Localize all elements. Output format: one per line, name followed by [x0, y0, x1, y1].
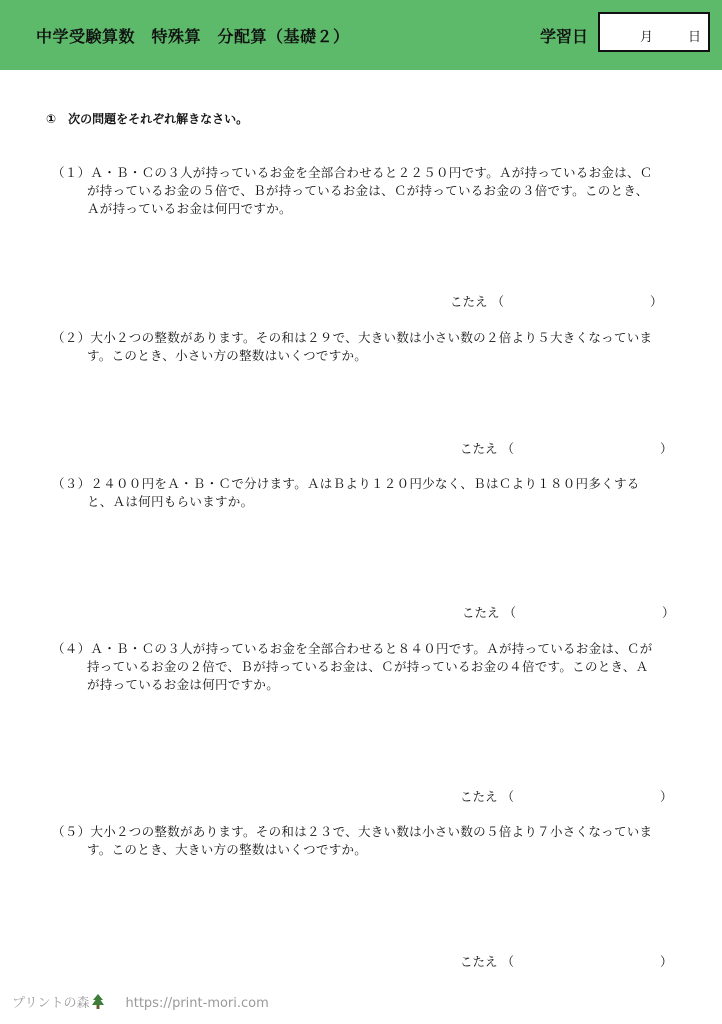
- question-line: が持っているお金の５倍で、Ｂが持っているお金は、Ｃが持っているお金の３倍です。このとき、: [87, 183, 649, 198]
- study-date-box[interactable]: [598, 12, 710, 52]
- question-line: （５）大小２つの整数があります。その和は２３で、大きい数は小さい数の５倍より７小さくなっていま: [52, 824, 653, 839]
- question-line: （２）大小２つの整数があります。その和は２９で、大きい数は小さい数の２倍より５大きくなっていま: [52, 330, 653, 345]
- tree-icon: [91, 994, 105, 1014]
- question-line: す。このとき、小さい方の整数はいくつですか。: [87, 348, 368, 363]
- section-title: ① 次の問題をそれぞれ解きなさい。: [46, 112, 249, 126]
- month-label: 月: [640, 30, 654, 45]
- answer-paren-open: （: [501, 954, 515, 969]
- question-3: [52, 475, 682, 511]
- question-line: （１）Ａ・Ｂ・Ｃの３人が持っているお金を全部合わせると２２５０円です。Ａが持っているお金は、Ｃ: [52, 165, 653, 180]
- site-url-link[interactable]: https://print-mori.com: [125, 996, 269, 1011]
- study-date-label: 学習日: [540, 27, 589, 46]
- question-number: （２）: [52, 330, 91, 345]
- question-4: [52, 640, 682, 694]
- question-line: 持っているお金の２倍で、Ｂが持っているお金は、Ｃが持っているお金の４倍です。このとき、Ａ: [87, 659, 649, 674]
- question-line: と、Ａは何円もらいますか。: [87, 494, 254, 509]
- answer-paren-close: ）: [650, 294, 663, 309]
- question-line: が持っているお金は何円ですか。: [87, 677, 280, 692]
- answer-label: こたえ: [460, 954, 498, 969]
- question-5: [52, 823, 682, 859]
- question-2: [52, 329, 682, 365]
- answer-paren-open: （: [503, 605, 517, 620]
- question-line: （４）Ａ・Ｂ・Ｃの３人が持っているお金を全部合わせると８４０円です。Ａが持っているお金は、Ｃが: [52, 641, 653, 656]
- answer-paren-close: ）: [660, 441, 673, 456]
- question-number: （３）: [52, 476, 91, 491]
- question-number: （１）: [52, 165, 91, 180]
- answer-label: こたえ: [450, 294, 488, 309]
- page-title: 中学受験算数 特殊算 分配算（基礎２）: [36, 27, 350, 46]
- site-name: プリントの森: [12, 996, 90, 1011]
- answer-paren-open: （: [501, 789, 515, 804]
- question-1: [52, 164, 682, 218]
- question-line: （３）２４００円をＡ・Ｂ・Ｃで分けます。ＡはＢより１２０円少なく、ＢはＣより１８０円多くする: [52, 476, 640, 491]
- answer-label: こたえ: [460, 441, 498, 456]
- answer-blank-4[interactable]: [460, 787, 673, 805]
- answer-paren-close: ）: [660, 789, 673, 804]
- answer-blank-3[interactable]: [462, 603, 675, 621]
- answer-blank-1[interactable]: [450, 292, 663, 310]
- footer: [12, 992, 269, 1014]
- header-bar: [0, 0, 722, 70]
- question-number: （４）: [52, 641, 91, 656]
- answer-label: こたえ: [460, 789, 498, 804]
- question-line: す。このとき、大きい方の整数はいくつですか。: [87, 842, 368, 857]
- answer-label: こたえ: [462, 605, 500, 620]
- question-number: （５）: [52, 824, 91, 839]
- answer-blank-5[interactable]: [460, 952, 673, 970]
- day-label: 日: [688, 30, 702, 45]
- answer-paren-open: （: [491, 294, 505, 309]
- answer-blank-2[interactable]: [460, 439, 673, 457]
- answer-paren-close: ）: [660, 954, 673, 969]
- question-line: Ａが持っているお金は何円ですか。: [87, 201, 292, 216]
- answer-paren-open: （: [501, 441, 515, 456]
- answer-paren-close: ）: [662, 605, 675, 620]
